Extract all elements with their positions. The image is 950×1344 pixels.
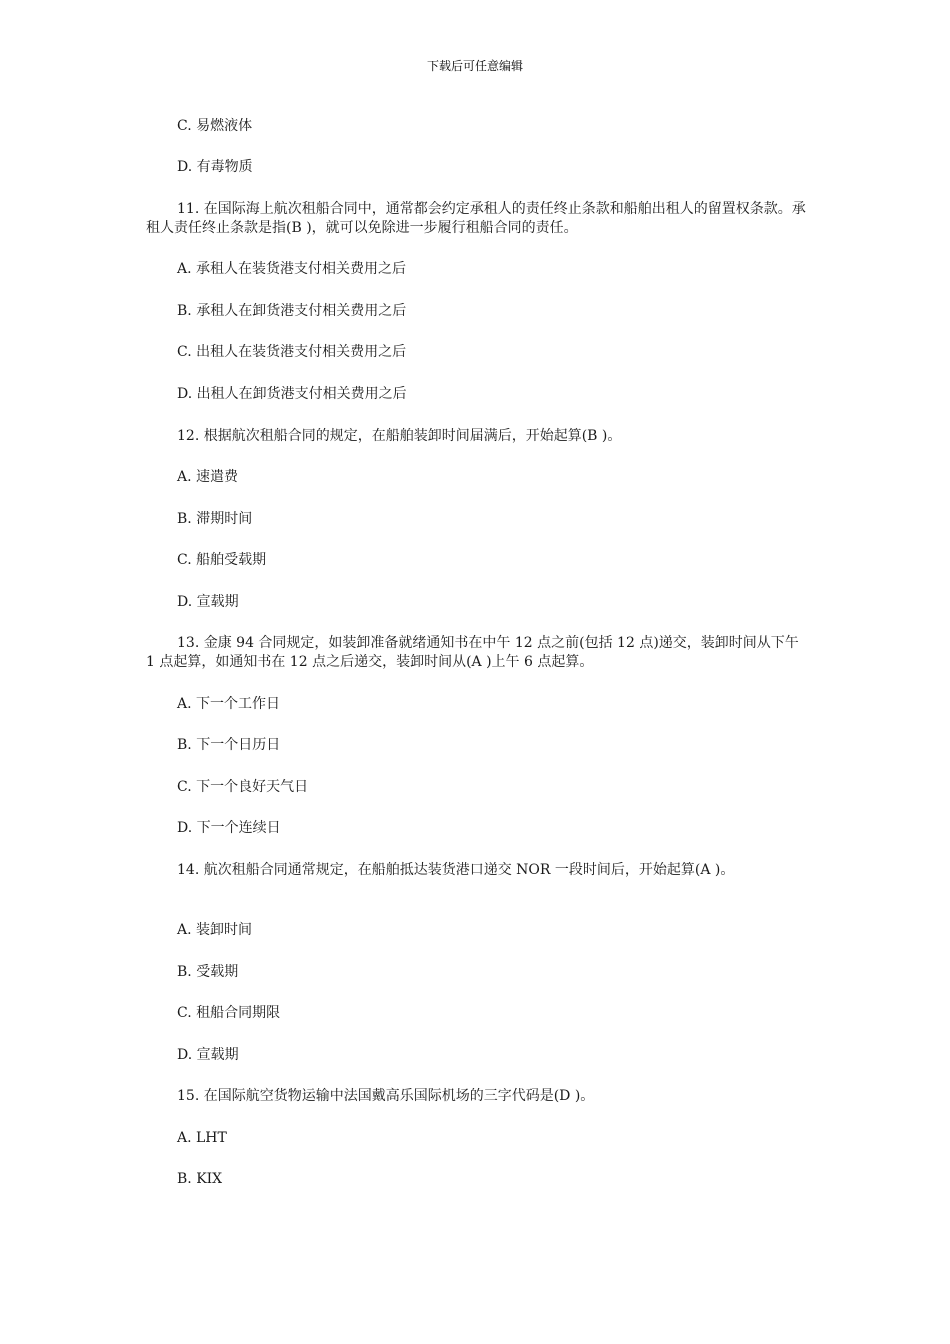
question-14-option-c: C. 租船合同期限 bbox=[177, 1005, 281, 1021]
question-11: 11. 在国际海上航次租船合同中，通常都会约定承租人的责任终止条款和船舶出租人的留置权条款。承租人责任终止条款是指(B )，就可以免除进一步履行租船合同的责任。 bbox=[146, 201, 806, 236]
option-d-toxic-substance: D. 有毒物质 bbox=[177, 159, 253, 175]
question-15-option-b: B. KIX bbox=[177, 1171, 223, 1187]
question-12-option-c: C. 船舶受载期 bbox=[177, 552, 267, 568]
question-15-option-a: A. LHT bbox=[177, 1130, 227, 1146]
question-14: 14. 航次租船合同通常规定，在船舶抵达装货港口递交 NOR 一段时间后，开始起算(A )。 bbox=[177, 862, 735, 878]
question-13-option-c: C. 下一个良好天气日 bbox=[177, 779, 309, 795]
page-header: 下载后可任意编辑 bbox=[426, 59, 523, 73]
question-15: 15. 在国际航空货物运输中法国戴高乐国际机场的三字代码是(D )。 bbox=[177, 1088, 595, 1104]
question-14-option-b: B. 受载期 bbox=[177, 964, 239, 980]
question-13: 13. 金康 94 合同规定，如装卸准备就绪通知书在中午 12 点之前(包括 12 点)递交，装卸时间从下午 1 点起算，如通知书在 12 点之后递交，装卸时间从(A )上午 6 点起算。 bbox=[146, 635, 799, 670]
question-13-option-d: D. 下一个连续日 bbox=[177, 820, 281, 836]
option-c-flammable-liquid: C. 易燃液体 bbox=[177, 118, 253, 134]
question-14-option-a: A. 装卸时间 bbox=[177, 922, 253, 938]
question-11-option-a: A. 承租人在装货港支付相关费用之后 bbox=[177, 261, 407, 277]
question-14-option-d: D. 宣载期 bbox=[177, 1047, 239, 1063]
question-11-option-c: C. 出租人在装货港支付相关费用之后 bbox=[177, 344, 407, 360]
question-13-option-b: B. 下一个日历日 bbox=[177, 737, 281, 753]
question-13-option-a: A. 下一个工作日 bbox=[177, 696, 281, 712]
question-11-option-d: D. 出租人在卸货港支付相关费用之后 bbox=[177, 386, 407, 402]
question-12-option-b: B. 滞期时间 bbox=[177, 511, 253, 527]
question-11-option-b: B. 承租人在卸货港支付相关费用之后 bbox=[177, 303, 407, 319]
question-12-option-a: A. 速遣费 bbox=[177, 469, 239, 485]
question-12: 12. 根据航次租船合同的规定，在船舶装卸时间届满后，开始起算(B )。 bbox=[177, 428, 622, 444]
question-12-option-d: D. 宣载期 bbox=[177, 594, 239, 610]
